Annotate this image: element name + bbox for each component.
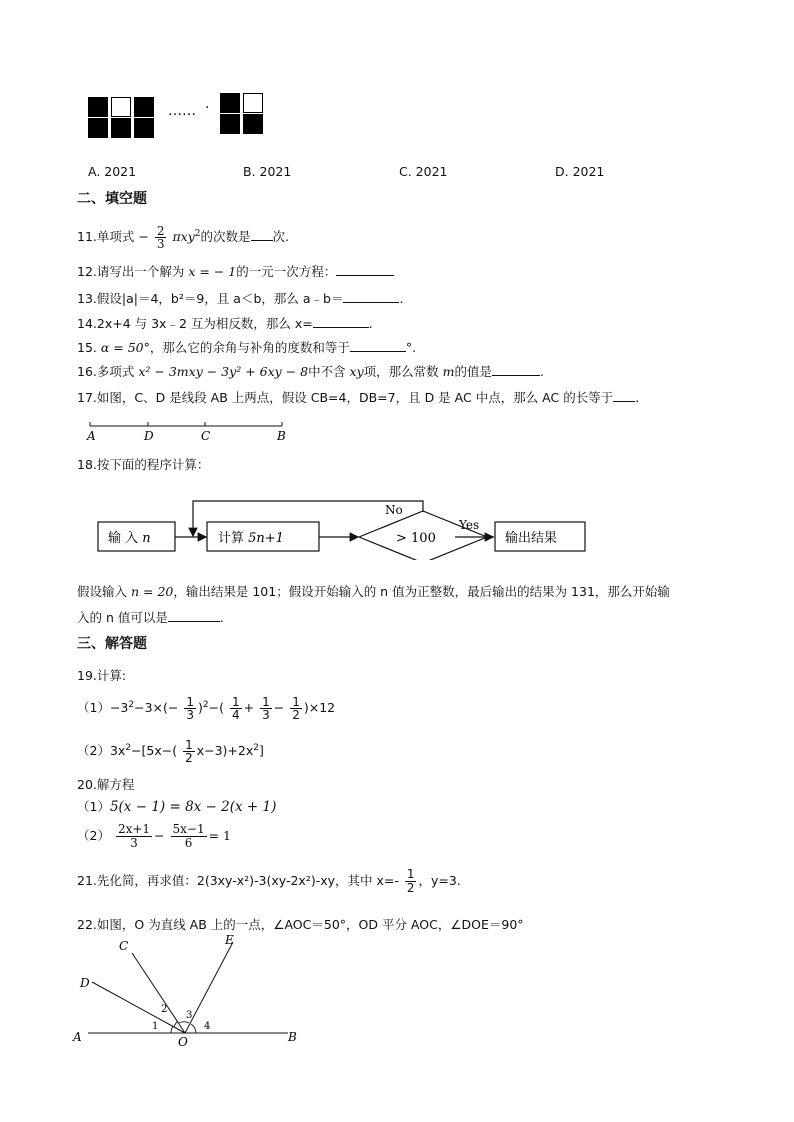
minus-sign: − [154,828,165,843]
question-text: 12.请写出一个解为 [77,264,189,279]
fraction: $\frac{2x+1}{3}$ [117,822,151,850]
part-index: （1） [77,700,110,716]
answer-blank[interactable] [336,264,394,276]
part-index: （2） [77,743,110,759]
label-c: C [119,939,129,953]
fraction [155,225,167,251]
question-20-part-1 [77,797,276,815]
angle-label-3: 3 [186,1010,193,1021]
answer-blank[interactable] [350,340,406,352]
exponent: 2 [202,700,209,710]
answer-blank[interactable] [168,610,220,622]
angle-label-2: 2 [161,1004,168,1015]
fraction: $\frac{5x-1}{6}$ [172,822,205,850]
black-square [88,118,108,138]
black-square [220,93,240,113]
yes-label: Yes [459,518,480,532]
question-21 [77,865,461,897]
monomial-variables: πxy [172,229,195,245]
black-square [220,114,240,134]
exponent: 2 [128,700,135,710]
question-text: 的次数是 [200,229,251,245]
angle-arc-4 [191,1024,196,1033]
question-text: 16.多项式 [77,364,139,379]
fraction: $\frac{1}{2}$ [406,867,415,895]
exponent: 2 [253,743,259,753]
question-text: ，那么它的余角与补角的度数和等于 [149,340,350,355]
expr: )×12 [303,700,336,716]
question-text: 17.如图，C、D 是线段 AB 上两点，假设 CB=4，DB=7，且 D 是 AC 中点，那么 AC 的长等于 [77,390,614,405]
label-b: B [288,1030,297,1044]
part-index: （2） [77,828,110,843]
black-square [134,118,154,138]
label-d: D [144,429,154,443]
fraction: $\frac{1}{2}$ [185,737,193,766]
question-text: . [368,316,373,331]
polynomial: x² − 3mxy − 3y² + 6xy − 8 [138,364,309,379]
angle-label-1: 1 [152,1021,159,1032]
white-square [111,97,131,117]
angle-arc-3 [179,1022,189,1023]
question-19-part-2 [77,732,264,767]
ray-od [92,982,185,1033]
question-20: 20.解方程 [77,777,135,792]
question-12 [77,262,394,280]
calc-label: 计算 5n+1 [218,531,284,546]
option-b: B. 2021 [243,164,292,179]
fraction: $\frac{1}{3}$ [186,694,195,723]
question-text: ，输出结果是 101；假设开始输入的 n 值为正整数，最后输出的结果为 131，那么开始输 [173,584,670,599]
question-text: . [219,610,224,625]
black-square [243,114,263,134]
black-square [88,97,108,117]
expr: −3×(− [134,700,179,716]
question-text: 的值是 [454,364,493,379]
fraction: $\frac{1}{2}$ [292,694,300,723]
question-text: . [635,390,640,405]
white-square [243,93,263,113]
question-text: ，y=3. [418,873,461,888]
angle-arc-1 [171,1026,173,1033]
question-text: 11.单项式 [77,229,139,245]
question-13 [77,289,403,307]
expr: − [273,700,285,716]
question-text: . [399,291,404,306]
term-xy: xy [349,364,364,379]
question-19-part-1 [77,689,335,724]
equation: 5(x − 1) = 8x − 2(x + 1) [109,799,277,815]
question-text: 15. [77,340,101,355]
question-text: 21.先化简，再求值：2(3xy-x²)-3(xy-2x²)-xy，其中 x=- [77,873,399,888]
question-22: 22.如图，O 为直线 AB 上的一点，∠AOC＝50°，OD 平分 AOC，∠DOE＝90° [77,917,524,932]
question-18-text [77,582,670,600]
input-label: 输 入 n [108,531,151,546]
section-title: 三、解答题 [77,636,147,652]
option-a: A. 2021 [88,164,137,179]
question-14 [77,314,373,332]
question-17 [77,388,639,406]
expr: x−3)+2x [196,743,254,759]
expr: −( [208,700,224,716]
label-a: A [87,429,96,443]
expr: 3x [109,743,126,759]
equation: n = 20 [130,584,174,599]
no-label: No [385,503,403,517]
answer-blank[interactable] [613,390,635,402]
black-square [134,97,154,117]
fraction: $\frac{1}{4}$ [231,694,240,723]
question-19: 19.计算: [77,668,127,683]
answer-blank[interactable] [492,364,540,376]
angle-value: α = 50° [100,340,150,355]
fraction: $\frac{1}{3}$ [262,694,270,723]
label-d: D [80,976,90,990]
label-b: B [277,429,286,443]
denominator: 3 [156,237,165,252]
question-18-text-2 [77,608,224,626]
question-text: °. [405,340,417,355]
section-title: 二、填空题 [77,191,147,207]
part-index: （1） [77,799,110,814]
angle-figure [70,930,310,1050]
black-square [111,118,131,138]
condition-label: > 100 [396,531,436,546]
minus-sign: − [138,229,149,245]
angle-label-4: 4 [204,1021,211,1032]
question-text: 中不含 [308,364,350,379]
question-text: 的一元一次方程： [236,264,337,279]
expr: −3 [109,700,129,716]
label-c: C [201,429,211,443]
expr: −[5x−( [131,743,178,759]
question-16 [77,362,544,380]
ellipsis: …… [168,103,196,119]
question-11 [77,219,289,252]
question-text: 13.假设|a|＝4，b²＝9，且 a＜b，那么 a﹣b＝ [77,291,344,306]
question-text: . [540,364,545,379]
equation: x = − 1 [188,264,237,279]
question-text: 次. [272,229,290,245]
question-15 [77,338,416,356]
question-text: 14.2x+4 与 3x﹣2 互为相反数，那么 x= [77,316,313,331]
exponent: 2 [125,743,132,753]
label-o: O [178,1035,188,1049]
output-label: 输出结果 [505,531,558,546]
exponent: 2 [194,229,201,239]
label-a: A [73,1030,82,1044]
constant-m: m [442,364,455,379]
expr: + [243,700,255,716]
equation-rhs: = 1 [208,828,231,843]
option-d: D. 2021 [555,164,605,179]
question-text: 假设输入 [77,584,131,599]
dot: · [205,100,210,116]
flowchart [95,495,595,560]
option-c: C. 2021 [399,164,448,179]
question-text: 项，那么常数 [363,364,443,379]
expr: ] [259,743,264,759]
question-text: 入的 n 值可以是 [77,610,168,625]
numerator: 2 [156,223,165,238]
expr: ) [198,700,203,716]
label-e: E [225,933,234,947]
answer-blank[interactable] [343,291,399,303]
question-18: 18.按下面的程序计算： [77,457,210,472]
angle-arc-2 [174,1021,178,1027]
answer-blank[interactable] [251,229,273,241]
question-20-part-2 [77,818,231,854]
ray-oc [132,953,185,1033]
segment-figure [80,416,295,446]
answer-blank[interactable] [313,316,369,328]
